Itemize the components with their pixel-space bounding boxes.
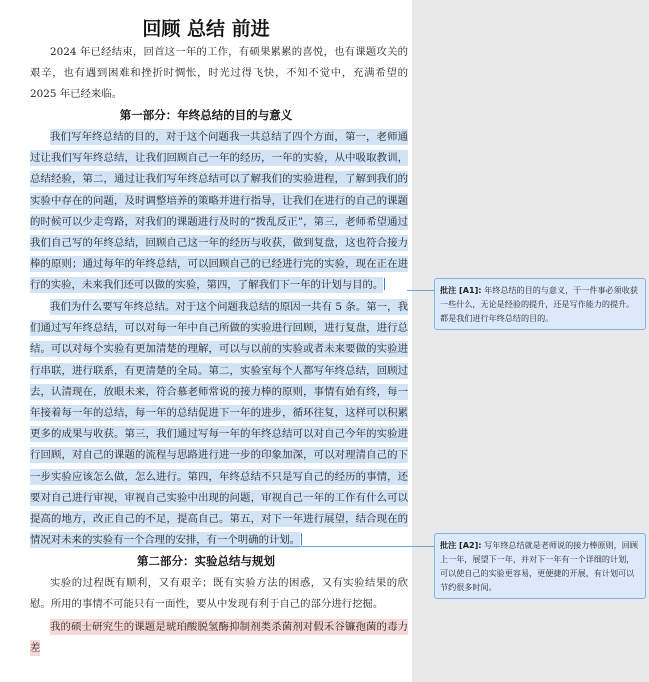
section-heading-1: 第一部分：年终总结的目的与意义 (119, 108, 293, 122)
comment-a1[interactable] (434, 278, 646, 330)
section2-paragraph-2[interactable] (30, 617, 408, 659)
commented-text-a1[interactable]: 我们写年终总结的目的，对于这个问题我一共总结了四个方面，第一，老师通过让我们写年终总结，让我们回顾自己一年的经历，一年的实验，从中吸取教训，总结经验，第二，通过让我们写年终总结可以了解我们的实验进程，了解到我们的实验中存在的问题，及时调整培养的策略并进行指导，让我们在进行的自己的课题的时候可以少走弯路，对我们的课题进行及时的“拨乱反正”，第三，老师希望通过我们自己写的年终总结，回顾自己这一年的经历与收获，做到复盘，这也符合接力棒的原则；通过每年的年终总结，可以回顾自己的已经进行完的实验，现在正在进行的实验，未来我们还可以做的实验，第四，了解我们下一年的计划与目的。 (30, 131, 408, 292)
section1-paragraph-1[interactable] (30, 127, 408, 297)
comment-anchor-a1 (384, 278, 385, 290)
section2-paragraph-1-text: 实验的过程既有顺利，又有艰辛；既有实验方法的困惑，又有实验结果的欣慰。所用的事情不可能只有一面性，要从中发现有利于自己的部分进行挖掘。 (30, 577, 408, 611)
section1-paragraph-2[interactable] (30, 297, 408, 551)
comment-a1-text: 年终总结的目的与意义，干一件事必须收获一些什么，无论是经验的提升，还是写作能力的提升。都是我们进行年终总结的目的。 (440, 285, 638, 323)
document-title: 回顾 总结 前进 (142, 18, 270, 40)
comment-connector-a2 (74, 546, 434, 547)
comment-connector-a1 (407, 290, 434, 291)
section2-paragraph-1[interactable] (30, 573, 408, 615)
highlighted-text-red[interactable]: 我的硕士研究生的课题是琥珀酸脱氢酶抑制剂类杀菌剂对假禾谷镰孢菌的毒力差 (30, 621, 408, 655)
commented-text-a2[interactable]: 我们为什么要写年终总结。对于这个问题我总结的原因一共有 5 条。第一，我们通过写年终总结，可以对每一年中自己所做的实验进行回顾，进行复盘，进行总结。可以对每个实验有更加清楚的理解，可以与以前的实验或者未来要做的实验进行串联，进行联系，有更清楚的全局。第二，实验室每个人都写年终总结，回顾过去，认清现在，放眼未来，符合慕老师常说的接力棒的原则，事情有始有终，每一年接着每一年的总结，每一年的总结促进下一年的进步，循环往复，这样可以积累更多的成果与收获。第三，我们通过写每一年的年终总结可以对自己今年的实验进行回顾，对自己的课题的流程与思路进行进一步的印象加深，可以对理清自己的下一步实验应该怎么做，怎么进行。第四，年终总结不只是写自己的经历的事情，还要对自己进行审视，审视自己实验中出现的问题，审视自己一年的工作有什么可以提高的地方，改正自己的不足，提高自己。第五，对下一年进行展望，结合现在的情况对未来的实验有一个合理的安排，有一个明确的计划。 (30, 301, 408, 547)
intro-text: 2024 年已经结束，回首这一年的工作，有硕果累累的喜悦，也有课题攻关的艰辛，也有遇到困难和挫折时惆怅，时光过得飞快，不知不觉中，充满希望的 2025 年已经来临。 (30, 46, 408, 101)
comment-anchor-a2 (301, 533, 302, 545)
comment-a2-label: 批注 [A2]: (440, 540, 482, 550)
comment-a2-text: 写年终总结就是老师说的接力棒原则，回顾上一年，展望下一年，并对下一年有一个详细的计划，可以使自己的实验更容易，更便捷的开展，有计划可以节约很多时间。 (440, 540, 638, 592)
comment-a1-label: 批注 [A1]: (440, 285, 482, 295)
section-heading-2: 第二部分：实验总结与规划 (137, 554, 275, 568)
intro-paragraph[interactable] (30, 42, 408, 106)
comment-a2[interactable] (434, 533, 646, 599)
